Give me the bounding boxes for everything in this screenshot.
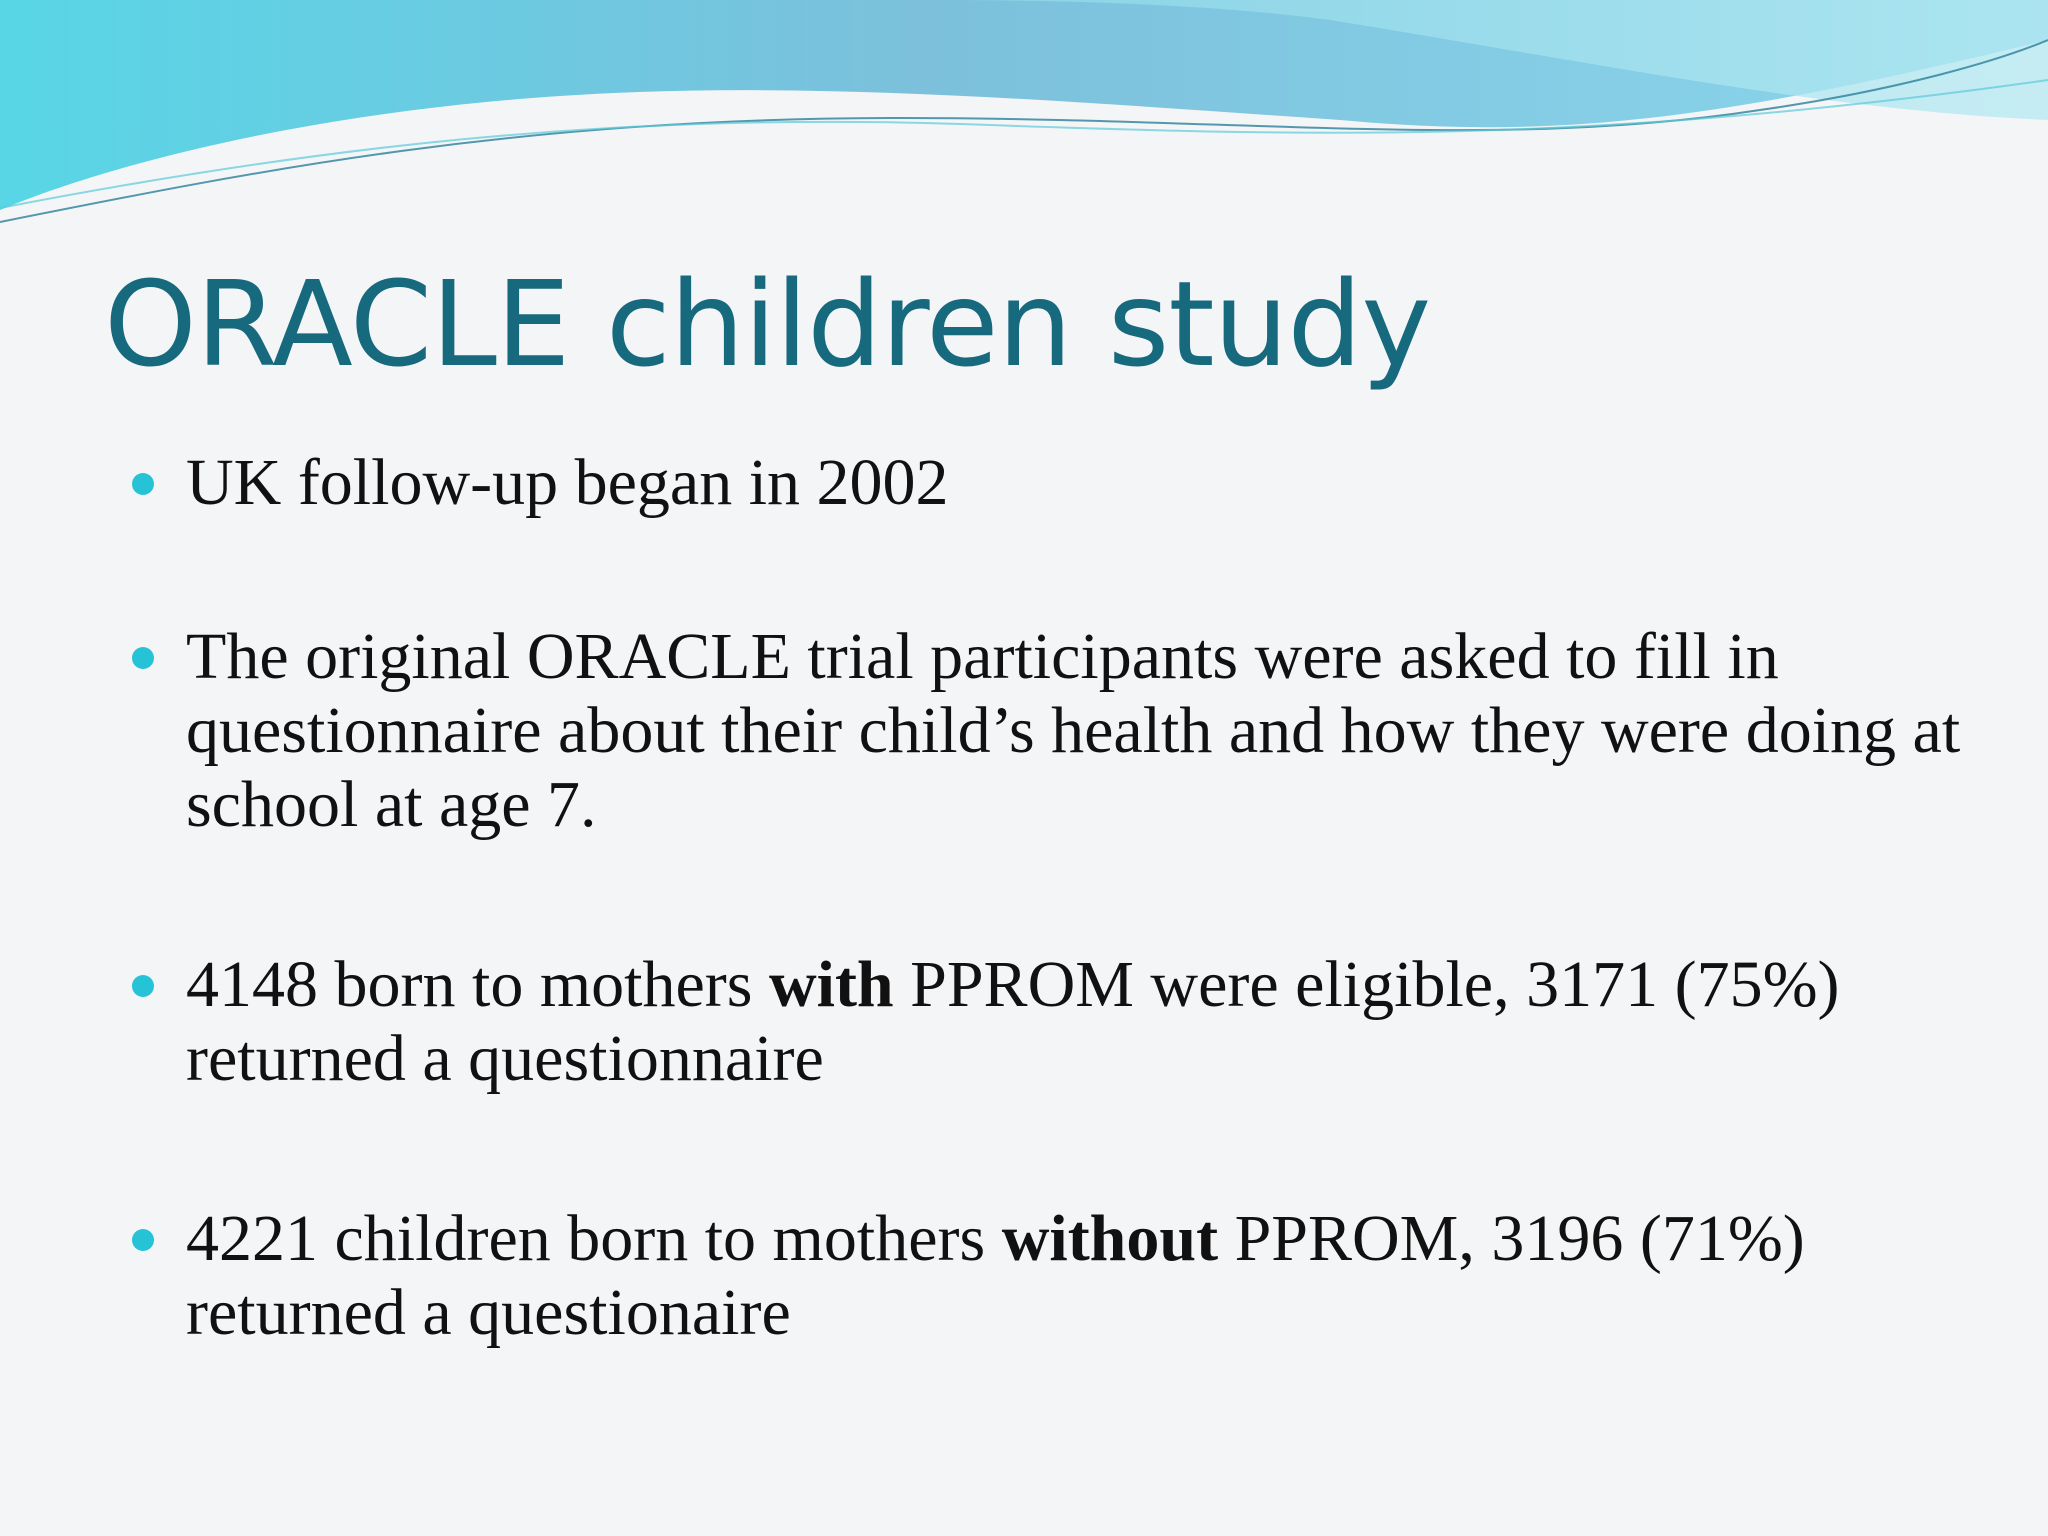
bullet-text: The original ORACLE trial participants were asked to fill in questionnaire about their child’s health and how they were doing at school at age 7. xyxy=(186,620,1961,841)
bullet-text-suffix: PPROM were eligible, 3171 (75%) returned a questionnaire xyxy=(186,948,1840,1095)
bullet-emphasis: without xyxy=(1001,1202,1219,1275)
slide-title: ORACLE children study xyxy=(104,255,1431,393)
bullet-item-without-pprom xyxy=(186,1202,1966,1350)
bullet-dot-icon xyxy=(132,975,154,997)
bullet-text-prefix: 4221 children born to mothers xyxy=(186,1202,1002,1275)
bullet-text-suffix: PPROM, 3196 (71%) returned a questionaire xyxy=(186,1202,1805,1349)
bullet-dot-icon xyxy=(132,473,154,495)
bullet-item-follow-up xyxy=(186,446,1966,520)
bullet-dot-icon xyxy=(132,647,154,669)
bullet-dot-icon xyxy=(132,1229,154,1251)
bullet-text-prefix: 4148 born to mothers xyxy=(186,948,769,1021)
bullet-text: UK follow-up began in 2002 xyxy=(186,446,949,519)
bullet-item-questionnaire xyxy=(186,620,1966,842)
bullet-emphasis: with xyxy=(768,948,894,1021)
bullet-item-with-pprom xyxy=(186,948,1966,1096)
